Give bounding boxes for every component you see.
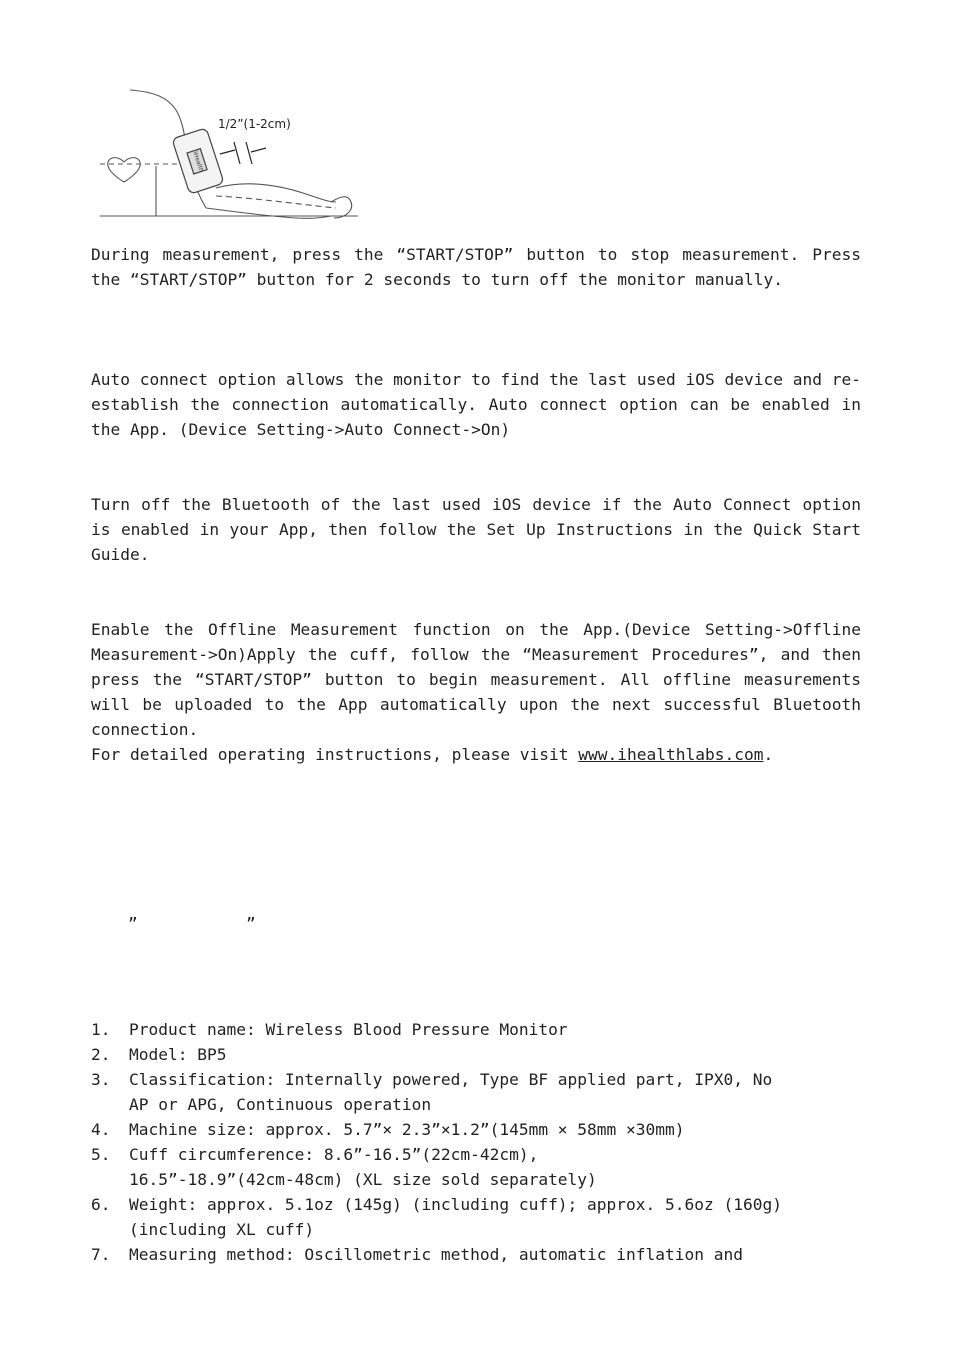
upper-arm-outline (130, 90, 186, 144)
list-number: 4. (91, 1120, 111, 1139)
cuff-brand-mark: iHealth (191, 150, 205, 174)
list-item (91, 1067, 861, 1117)
distance-label: 1/2”(1-2cm) (218, 117, 291, 131)
distance-arrows (220, 142, 266, 164)
list-text: Cuff circumference: 8.6”-16.5”(22cm-42cm), 16.5”-18.9”(42cm-48cm) (XL size sold separately) (129, 1145, 597, 1189)
forearm-bottom (206, 208, 331, 218)
list-text: Weight: approx. 5.1oz (145g) (including cuff); approx. 5.6oz (160g) (including XL cuff) (129, 1195, 782, 1239)
forearm-top (216, 184, 336, 202)
stray-close-quote: ” (246, 914, 256, 933)
specification-list (91, 1017, 861, 1267)
paragraph-auto-connect: Auto connect option allows the monitor to find the last used iOS device and re-establish the connection automatically. Auto connect option can be enabled in the App. (Device Setting->Auto Connect->On) (91, 370, 861, 439)
stray-open-quote: ” (128, 914, 138, 933)
list-item (91, 1142, 861, 1192)
list-number: 1. (91, 1020, 111, 1039)
hand-outline (331, 197, 352, 218)
list-text: Classification: Internally powered, Type BF applied part, IPX0, No AP or APG, Continuous operation (129, 1070, 773, 1114)
list-text: Product name: Wireless Blood Pressure Monitor (129, 1020, 568, 1039)
list-item (91, 1042, 861, 1067)
list-text: Measuring method: Oscillometric method, automatic inflation and (129, 1245, 743, 1264)
paragraph-bluetooth-off: Turn off the Bluetooth of the last used iOS device if the Auto Connect option is enabled in your App, then follow the Set Up Instructions in the Quick Start Guide. (91, 495, 861, 564)
list-number: 7. (91, 1245, 111, 1264)
list-number: 3. (91, 1070, 111, 1089)
list-item (91, 1117, 861, 1142)
cuff-placement-illustration (96, 84, 358, 232)
list-number: 5. (91, 1145, 111, 1164)
visit-prefix: For detailed operating instructions, please visit (91, 745, 579, 764)
visit-suffix: . (763, 745, 774, 764)
heart-icon (108, 158, 141, 182)
list-number: 2. (91, 1045, 111, 1064)
paragraph-offline-measurement: Enable the Offline Measurement function on the App.(Device Setting->Offline Measurement->On)Apply the cuff, follow the “Measurement Procedures”, and then press the “START/STOP” button to begin measurement. All offline measurements will be uploaded to the App automatically upon the next successful Bluetooth connection. (91, 620, 861, 739)
list-text: Machine size: approx. 5.7”× 2.3”×1.2”(145mm × 58mm ×30mm) (129, 1120, 685, 1139)
list-item (91, 1192, 861, 1242)
list-text: Model: BP5 (129, 1045, 227, 1064)
list-item (91, 1017, 861, 1042)
paragraph-stop-measurement: During measurement, press the “START/STOP” button to stop measurement. Press the “START/STOP” button for 2 seconds to turn off the monitor manually. (91, 245, 861, 289)
list-number: 6. (91, 1195, 111, 1214)
visit-website-line (91, 742, 861, 767)
website-link[interactable]: www.ihealthlabs.com (578, 745, 764, 764)
list-item (91, 1242, 861, 1267)
